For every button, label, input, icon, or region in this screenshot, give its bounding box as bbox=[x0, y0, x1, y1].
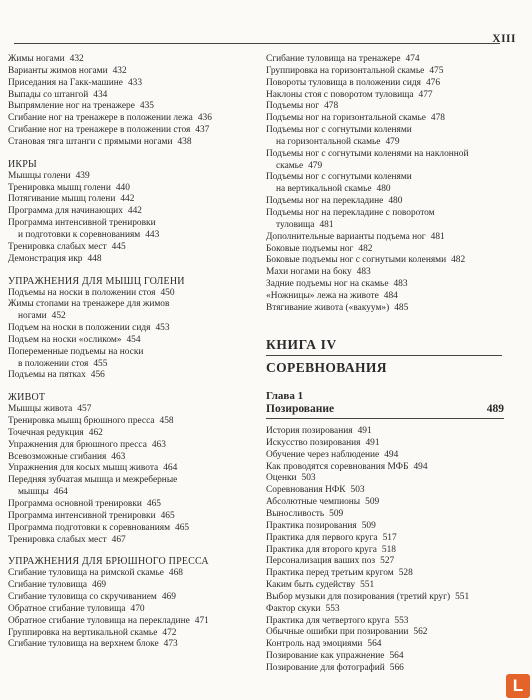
chapter-rule bbox=[266, 418, 504, 419]
toc-entry-title: «Ножницы» лежа на животе bbox=[266, 290, 379, 301]
toc-entry-page: 491 bbox=[365, 437, 380, 448]
toc-entry-page: 553 bbox=[394, 615, 409, 626]
toc-entry-title: Всевозможные сгибания bbox=[8, 451, 107, 462]
toc-entry bbox=[8, 66, 258, 78]
toc-entry bbox=[8, 499, 258, 511]
toc-entry-page: 438 bbox=[177, 136, 192, 147]
toc-entry-page: 440 bbox=[115, 182, 130, 193]
toc-entry-page: 467 bbox=[111, 534, 126, 545]
toc-entry bbox=[8, 101, 258, 113]
toc-entry bbox=[266, 291, 516, 303]
toc-entry bbox=[8, 254, 258, 266]
toc-entry-title: Повороты туловища в положении сидя bbox=[266, 77, 421, 88]
toc-entry bbox=[266, 279, 516, 291]
toc-entry bbox=[266, 220, 516, 232]
toc-entry-title: Программа для начинающих bbox=[8, 206, 123, 217]
toc-entry-page: 469 bbox=[92, 580, 107, 591]
toc-entry-page: 479 bbox=[308, 160, 323, 171]
toc-entry-title: Практика для второго круга bbox=[266, 544, 377, 555]
toc-entry-title: Дополнительные варианты подъема ног bbox=[266, 231, 426, 242]
toc-entry bbox=[8, 194, 258, 206]
toc-entry bbox=[8, 604, 258, 616]
toc-entry bbox=[8, 440, 258, 452]
toc-entry-title: и подготовки к соревнованиям bbox=[18, 229, 141, 240]
toc-entry-page: 465 bbox=[160, 510, 175, 521]
toc-entry bbox=[266, 450, 516, 462]
toc-entry-title: Подъемы ног с согнутыми коленями на наклонной bbox=[266, 148, 469, 159]
toc-entry bbox=[266, 303, 516, 315]
toc-entry bbox=[8, 54, 258, 66]
toc-entry-page: 436 bbox=[197, 113, 212, 124]
toc-entry-page: 481 bbox=[319, 219, 334, 230]
right-column bbox=[266, 54, 516, 675]
toc-entry bbox=[266, 426, 516, 438]
toc-entry bbox=[8, 335, 258, 347]
toc-entry-page: 494 bbox=[384, 449, 399, 460]
toc-entry-title: Сгибание туловища со скручиванием bbox=[8, 592, 157, 603]
toc-entry bbox=[266, 663, 516, 675]
toc-entry bbox=[266, 267, 516, 279]
header-rule bbox=[14, 43, 500, 44]
toc-entry-title: Тренировка слабых мест bbox=[8, 241, 107, 252]
toc-entry-page: 564 bbox=[367, 639, 382, 650]
toc-entry bbox=[8, 359, 258, 371]
toc-entry-page: 474 bbox=[405, 54, 420, 64]
toc-entry-title: Группировка на вертикальной скамье bbox=[8, 627, 158, 638]
toc-entry-page: 452 bbox=[51, 311, 66, 322]
toc-entry bbox=[8, 452, 258, 464]
toc-entry-title: Мышцы голени bbox=[8, 170, 71, 181]
toc-entry-title: на горизонтальной скамье bbox=[276, 136, 381, 147]
abs-exercises-list bbox=[8, 568, 258, 651]
badge-letter: L bbox=[512, 676, 524, 695]
toc-entry-title: Обучение через наблюдение bbox=[266, 449, 380, 460]
toc-entry-page: 470 bbox=[130, 603, 145, 614]
toc-entry bbox=[8, 428, 258, 440]
toc-entry bbox=[8, 230, 258, 242]
toc-entry bbox=[266, 196, 516, 208]
toc-entry-title: Практика для первого круга bbox=[266, 532, 378, 543]
calves-list bbox=[8, 171, 258, 266]
toc-entry-title: История позирования bbox=[266, 426, 353, 437]
toc-entry bbox=[8, 299, 258, 311]
toc-entry bbox=[266, 78, 516, 90]
toc-entry bbox=[8, 475, 258, 487]
toc-entry-page: 480 bbox=[388, 196, 403, 207]
toc-entry bbox=[266, 545, 516, 557]
toc-entry-page: 450 bbox=[160, 287, 175, 298]
toc-entry bbox=[266, 509, 516, 521]
toc-entry bbox=[8, 90, 258, 102]
toc-entry bbox=[8, 487, 258, 499]
toc-entry bbox=[8, 347, 258, 359]
toc-entry bbox=[266, 184, 516, 196]
toc-entry-title: Подъемы ног bbox=[266, 101, 320, 112]
toc-entry-page: 518 bbox=[381, 544, 396, 555]
toc-entry-page: 553 bbox=[325, 603, 340, 614]
toc-entry-page: 469 bbox=[161, 592, 176, 603]
toc-entry-title: Подъем на носки в положении сидя bbox=[8, 323, 151, 334]
toc-entry-page: 551 bbox=[360, 580, 375, 591]
toc-entry bbox=[8, 416, 258, 428]
toc-entry-page: 463 bbox=[151, 439, 166, 450]
toc-entry-title: Демонстрация икр bbox=[8, 253, 83, 264]
toc-entry-page: 477 bbox=[418, 89, 433, 100]
toc-entry-title: Потягивание мышц голени bbox=[8, 194, 116, 205]
toc-entry-title: Соревнования НФК bbox=[266, 485, 346, 496]
toc-entry bbox=[266, 651, 516, 663]
toc-entry-page: 528 bbox=[398, 568, 413, 579]
toc-entry-title: Выпрямление ног на тренажере bbox=[8, 101, 135, 112]
toc-entry bbox=[266, 639, 516, 651]
toc-entry bbox=[8, 616, 258, 628]
toc-entry-page: 484 bbox=[383, 290, 398, 301]
toc-entry-page: 527 bbox=[380, 556, 395, 567]
toc-entry-page: 481 bbox=[430, 231, 445, 242]
toc-entry-page: 442 bbox=[120, 194, 135, 205]
toc-entry bbox=[266, 90, 516, 102]
toc-entry-title: Варианты жимов ногами bbox=[8, 65, 108, 76]
toc-entry-page: 454 bbox=[126, 334, 141, 345]
toc-entry-title: скамье bbox=[276, 160, 304, 171]
toc-entry bbox=[266, 438, 516, 450]
toc-entry-page: 433 bbox=[127, 77, 143, 88]
toc-entry-page: 482 bbox=[358, 243, 373, 254]
section-title-abs-exercises: УПРАЖНЕНИЯ ДЛЯ БРЮШНОГО ПРЕССА bbox=[8, 556, 209, 568]
toc-entry-page: 566 bbox=[389, 662, 404, 673]
toc-entry-title: Боковые подъемы ног bbox=[266, 243, 354, 254]
toc-entry-title: мышцы bbox=[18, 487, 49, 498]
toc-entry bbox=[266, 462, 516, 474]
toc-entry-title: Подъемы ног с согнутыми коленями bbox=[266, 125, 412, 136]
toc-entry-title: Оценки bbox=[266, 473, 297, 484]
toc-entry bbox=[266, 627, 516, 639]
toc-entry bbox=[8, 288, 258, 300]
toc-entry-title: Подъем на носки «осликом» bbox=[8, 334, 122, 345]
toc-entry-page: 456 bbox=[90, 370, 105, 381]
toc-entry-title: Практика для четвертого круга bbox=[266, 615, 390, 626]
toc-entry bbox=[266, 485, 516, 497]
chapter-page: 489 bbox=[486, 403, 504, 416]
toc-entry-title: Махи ногами на боку bbox=[266, 267, 352, 278]
toc-entry-title: Жимы стопами на тренажере для жимов bbox=[8, 299, 170, 310]
toc-entry bbox=[8, 206, 258, 218]
toc-entry bbox=[8, 580, 258, 592]
toc-entry-page: 503 bbox=[301, 473, 316, 484]
toc-entry bbox=[8, 113, 258, 125]
toc-entry-page: 448 bbox=[87, 253, 102, 264]
toc-entry-title: Группировка на горизонтальной скамье bbox=[266, 65, 425, 76]
toc-entry-title: Персонализация ваших поз bbox=[266, 556, 376, 567]
toc-entry-title: Попеременные подъемы на носки bbox=[8, 346, 144, 357]
toc-entry bbox=[266, 125, 516, 137]
toc-entry-page: 483 bbox=[356, 267, 371, 278]
toc-entry-page: 485 bbox=[394, 302, 409, 313]
toc-entry-title: Жимы ногами bbox=[8, 54, 65, 64]
chapter-heading bbox=[266, 402, 504, 416]
toc-entry-title: Наклоны стоя с поворотом туловища bbox=[266, 89, 414, 100]
toc-entry-title: Программа интенсивной тренировки bbox=[8, 218, 156, 229]
toc-entry bbox=[266, 161, 516, 173]
toc-entry bbox=[8, 463, 258, 475]
toc-entry bbox=[266, 473, 516, 485]
toc-entry-page: 509 bbox=[329, 508, 344, 519]
toc-entry-title: Как проводятся соревнования МФБ bbox=[266, 461, 409, 472]
chapter-title: Позирование bbox=[266, 403, 335, 416]
toc-entry bbox=[8, 639, 258, 651]
toc-entry-page: 482 bbox=[451, 255, 466, 266]
toc-entry-page: 465 bbox=[146, 499, 161, 509]
toc-entry-page: 483 bbox=[393, 279, 408, 290]
toc-entry-page: 442 bbox=[127, 206, 142, 217]
toc-entry bbox=[266, 556, 516, 568]
toc-entry-title: туловища bbox=[276, 219, 315, 230]
toc-entry bbox=[266, 244, 516, 256]
toc-entry-title: Абсолютные чемпионы bbox=[266, 497, 361, 508]
toc-entry-title: Тренировка мышц брюшного пресса bbox=[8, 416, 155, 427]
toc-entry-page: 463 bbox=[111, 451, 126, 462]
toc-entry-page: 472 bbox=[162, 627, 177, 638]
toc-entry-page: 494 bbox=[413, 461, 428, 472]
toc-entry-title: Тренировка слабых мест bbox=[8, 534, 107, 545]
toc-entry bbox=[266, 533, 516, 545]
section-title-calf-exercises: УПРАЖНЕНИЯ ДЛЯ МЫШЦ ГОЛЕНИ bbox=[8, 275, 185, 287]
calf-exercises-list bbox=[8, 288, 258, 383]
toc-entry-page: 551 bbox=[455, 591, 470, 602]
toc-entry-title: Сгибание туловища на тренажере bbox=[266, 54, 401, 64]
toc-entry bbox=[266, 137, 516, 149]
toc-entry-title: Втягивание живота («вакуум») bbox=[266, 302, 390, 313]
toc-entry-title: Позирование как упражнение bbox=[266, 651, 385, 662]
toc-entry-title: Каким быть судейству bbox=[266, 580, 356, 591]
toc-entry bbox=[8, 171, 258, 183]
toc-entry-title: Подъемы на носки в положении стоя bbox=[8, 287, 156, 298]
toc-entry-title: Выносливость bbox=[266, 508, 325, 519]
toc-entry-title: Программа интенсивной тренировки bbox=[8, 510, 156, 521]
toc-entry bbox=[266, 172, 516, 184]
toc-entry-page: 478 bbox=[324, 101, 339, 112]
toc-entry bbox=[8, 511, 258, 523]
right-top-list bbox=[266, 54, 516, 315]
toc-entry-title: Тренировка мышц голени bbox=[8, 182, 111, 193]
toc-entry-title: Практика позирования bbox=[266, 520, 357, 531]
toc-entry-title: Выбор музыки для позирования (третий круг) bbox=[266, 591, 451, 602]
toc-entry bbox=[266, 66, 516, 78]
toc-entry-page: 432 bbox=[69, 54, 84, 64]
toc-entry-title: Упражнения для косых мышц живота bbox=[8, 463, 159, 474]
toc-entry-page: 445 bbox=[111, 241, 126, 252]
toc-entry-title: Выпады со штангой bbox=[8, 89, 89, 100]
toc-entry-title: ногами bbox=[18, 311, 47, 322]
toc-entry bbox=[266, 497, 516, 509]
toc-entry bbox=[8, 628, 258, 640]
toc-entry-page: 468 bbox=[168, 568, 183, 579]
publisher-logo-badge bbox=[506, 674, 530, 698]
toc-entry-page: 503 bbox=[350, 485, 365, 496]
toc-entry bbox=[266, 255, 516, 267]
toc-entry bbox=[266, 616, 516, 628]
toc-entry-page: 462 bbox=[88, 427, 103, 438]
toc-entry-page: 478 bbox=[430, 113, 445, 124]
toc-entry bbox=[8, 535, 258, 547]
toc-entry-page: 453 bbox=[155, 323, 170, 334]
toc-entry-title: Практика перед третьим кругом bbox=[266, 568, 394, 579]
toc-entry-title: Упражнения для брюшного пресса bbox=[8, 439, 147, 450]
toc-entry-title: Сгибание туловища на верхнем блоке bbox=[8, 639, 159, 650]
toc-entry-title: Приседания на Гакк-машине bbox=[8, 77, 123, 88]
toc-entry-title: Подъемы на пятках bbox=[8, 370, 86, 381]
toc-entry-title: Программа основной тренировки bbox=[8, 499, 142, 509]
toc-entry-page: 435 bbox=[139, 101, 154, 112]
toc-entry-page: 517 bbox=[382, 532, 397, 543]
toc-entry bbox=[266, 604, 516, 616]
toc-entry-title: Задние подъемы ног на скамье bbox=[266, 279, 389, 290]
toc-entry-page: 432 bbox=[112, 65, 127, 76]
toc-entry-page: 464 bbox=[53, 487, 68, 498]
toc-entry-title: Обратное сгибание туловища на перекладине bbox=[8, 615, 190, 626]
toc-entry bbox=[266, 521, 516, 533]
toc-entry-title: на вертикальной скамье bbox=[276, 184, 372, 195]
toc-entry-title: Программа подготовки к соревнованиям bbox=[8, 522, 170, 533]
toc-entry-page: 458 bbox=[159, 416, 174, 427]
toc-entry bbox=[266, 149, 516, 161]
book-label: КНИГА IV bbox=[266, 336, 337, 352]
toc-entry bbox=[266, 592, 516, 604]
toc-entry-page: 491 bbox=[357, 426, 372, 437]
toc-entry bbox=[8, 592, 258, 604]
toc-entry bbox=[8, 404, 258, 416]
toc-entry bbox=[8, 78, 258, 90]
toc-entry-page: 509 bbox=[365, 497, 380, 508]
toc-entry-page: 443 bbox=[145, 229, 160, 240]
toc-entry-title: Подъемы ног с согнутыми коленями bbox=[266, 172, 412, 183]
left-top-list bbox=[8, 54, 258, 149]
toc-entry-page: 439 bbox=[75, 170, 90, 181]
toc-entry-title: Сгибание ног на тренажере в положении лежа bbox=[8, 113, 193, 124]
toc-entry bbox=[266, 101, 516, 113]
toc-entry-page: 564 bbox=[389, 651, 404, 662]
page-number: XIII bbox=[492, 33, 516, 45]
toc-entry bbox=[8, 311, 258, 323]
toc-entry-page: 465 bbox=[175, 522, 190, 533]
toc-entry bbox=[8, 125, 258, 137]
toc-entry-title: Подъемы ног на горизонтальной скамье bbox=[266, 113, 426, 124]
abs-list bbox=[8, 404, 258, 546]
toc-entry-page: 475 bbox=[429, 65, 444, 76]
toc-entry-page: 457 bbox=[77, 404, 92, 415]
toc-entry bbox=[8, 218, 258, 230]
toc-entry bbox=[8, 323, 258, 335]
toc-entry-page: 480 bbox=[376, 184, 391, 195]
toc-entry-title: в положении стоя bbox=[18, 358, 89, 369]
book-rule bbox=[266, 355, 502, 356]
section-title-abs: ЖИВОТ bbox=[8, 392, 46, 404]
toc-entry-page: 476 bbox=[425, 77, 440, 88]
chapter-list bbox=[266, 426, 516, 675]
toc-entry-page: 455 bbox=[93, 358, 108, 369]
toc-entry bbox=[266, 580, 516, 592]
toc-entry-title: Позирование для фотографий bbox=[266, 662, 385, 673]
toc-entry-title: Сгибание туловища на римской скамье bbox=[8, 568, 164, 579]
left-column bbox=[8, 54, 258, 651]
toc-entry-title: Подъемы ног на перекладине с поворотом bbox=[266, 207, 435, 218]
toc-entry-title: Сгибание ног на тренажере в положении стоя bbox=[8, 125, 191, 136]
toc-entry-page: 471 bbox=[194, 615, 209, 626]
toc-entry bbox=[266, 113, 516, 125]
toc-entry-title: Точечная редукция bbox=[8, 427, 84, 438]
toc-entry-title: Передняя зубчатая мышца и межреберные bbox=[8, 475, 178, 486]
book-title: СОРЕВНОВАНИЯ bbox=[266, 359, 387, 375]
toc-entry-page: 473 bbox=[163, 639, 178, 650]
toc-entry-page: 509 bbox=[361, 520, 376, 531]
toc-entry-page: 437 bbox=[195, 125, 210, 136]
toc-entry bbox=[8, 568, 258, 580]
toc-entry-page: 434 bbox=[93, 89, 108, 100]
toc-entry bbox=[266, 232, 516, 244]
toc-entry bbox=[8, 370, 258, 382]
toc-entry-title: Искусство позирования bbox=[266, 437, 361, 448]
toc-entry-page: 562 bbox=[413, 627, 428, 638]
toc-entry bbox=[8, 523, 258, 535]
toc-entry-page: 464 bbox=[163, 463, 178, 474]
toc-entry bbox=[8, 183, 258, 195]
toc-entry-title: Фактор скуки bbox=[266, 603, 321, 614]
section-title-calves: ИКРЫ bbox=[8, 158, 37, 170]
toc-entry bbox=[266, 208, 516, 220]
toc-entry-title: Обратное сгибание туловища bbox=[8, 603, 126, 614]
toc-entry bbox=[266, 54, 516, 66]
toc-entry-title: Становая тяга штанги с прямыми ногами bbox=[8, 136, 173, 147]
toc-entry-title: Контроль над эмоциями bbox=[266, 639, 363, 650]
toc-entry-title: Боковые подъемы ног с согнутыми коленями bbox=[266, 255, 447, 266]
toc-entry bbox=[8, 137, 258, 149]
toc-entry-title: Сгибание туловища bbox=[8, 580, 88, 591]
toc-entry-title: Обычные ошибки при позировании bbox=[266, 627, 409, 638]
toc-entry bbox=[8, 242, 258, 254]
chapter-label: Глава 1 bbox=[266, 389, 304, 402]
toc-entry-page: 479 bbox=[385, 136, 400, 147]
toc-entry bbox=[266, 568, 516, 580]
toc-entry-title: Мышцы живота bbox=[8, 404, 73, 415]
toc-entry-title: Подъемы ног на перекладине bbox=[266, 196, 384, 207]
